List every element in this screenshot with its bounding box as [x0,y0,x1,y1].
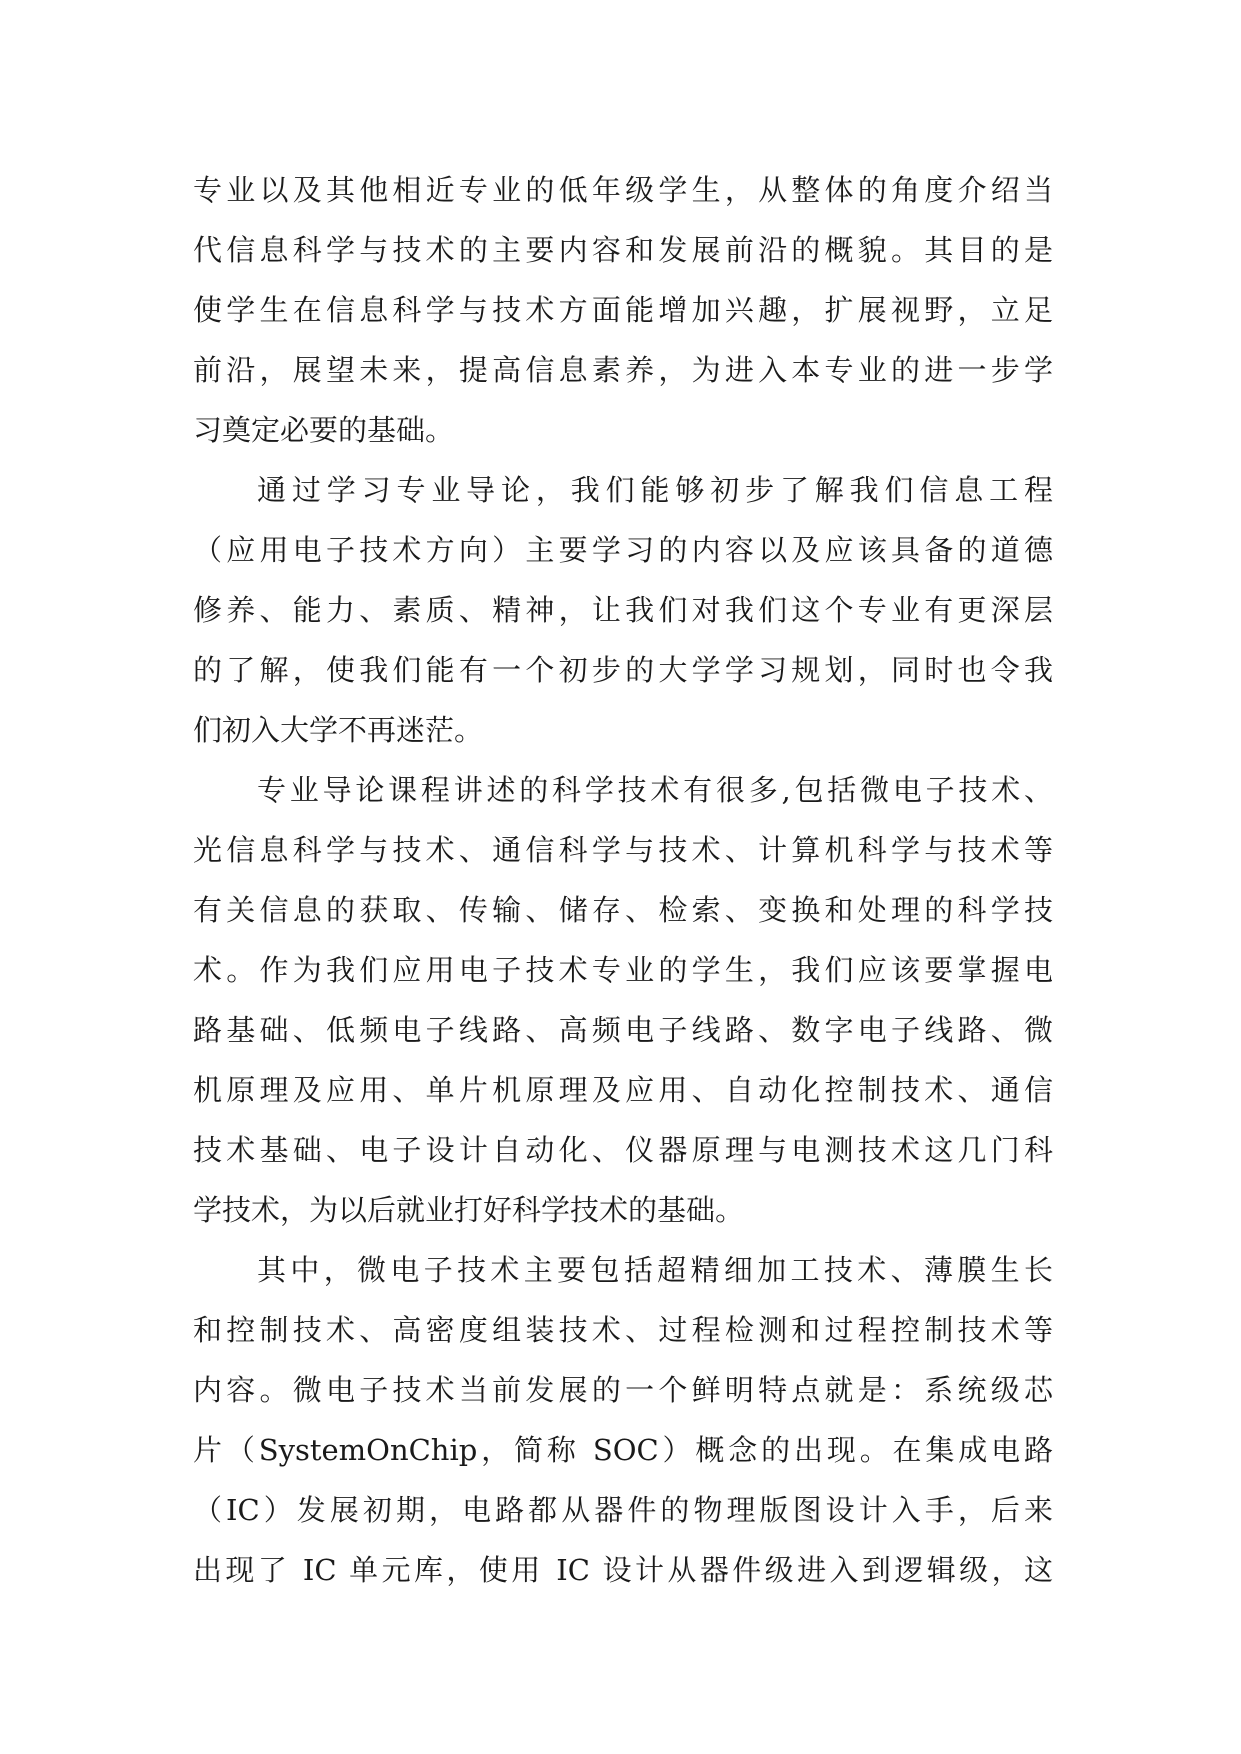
text-line: 光信息科学与技术、通信科学与技术、计算机科学与技术等 [193,833,1053,867]
text-line: 有关信息的获取、传输、储存、检索、变换和处理的科学技 [193,893,1053,927]
text-line: 学技术，为以后就业打好科学技术的基础。 [193,1193,745,1227]
text-line: 和控制技术、高密度组装技术、过程检测和过程控制技术等 [193,1313,1053,1347]
text-line: （IC）发展初期，电路都从器件的物理版图设计入手，后来 [193,1493,1053,1527]
text-line: 修养、能力、素质、精神，让我们对我们这个专业有更深层 [193,593,1053,627]
text-line: 其中，微电子技术主要包括超精细加工技术、薄膜生长 [257,1253,1053,1287]
text-line: 机原理及应用、单片机原理及应用、自动化控制技术、通信 [193,1073,1053,1107]
text-line: 术。作为我们应用电子技术专业的学生，我们应该要掌握电 [193,953,1053,987]
text-line: 前沿，展望未来，提高信息素养，为进入本专业的进一步学 [193,353,1053,387]
text-line: 技术基础、电子设计自动化、仪器原理与电测技术这几门科 [193,1133,1053,1167]
text-line: 的了解，使我们能有一个初步的大学学习规划，同时也令我 [193,653,1053,687]
text-line: 专业导论课程讲述的科学技术有很多,包括微电子技术、 [257,773,1053,807]
text-line: 路基础、低频电子线路、高频电子线路、数字电子线路、微 [193,1013,1053,1047]
text-line: 出现了 IC 单元库，使用 IC 设计从器件级进入到逻辑级，这 [193,1553,1053,1587]
text-line: 们初入大学不再迷茫。 [193,713,484,747]
text-line: 内容。微电子技术当前发展的一个鲜明特点就是：系统级芯 [193,1373,1053,1407]
body-text [193,160,1053,1600]
text-line: 使学生在信息科学与技术方面能增加兴趣，扩展视野，立足 [193,293,1053,327]
text-line: 通过学习专业导论，我们能够初步了解我们信息工程 [257,473,1053,507]
text-line: 代信息科学与技术的主要内容和发展前沿的概貌。其目的是 [193,233,1053,267]
text-line: 习奠定必要的基础。 [193,413,455,447]
text-line: （应用电子技术方向）主要学习的内容以及应该具备的道德 [193,533,1053,567]
text-line: 片（SystemOnChip，简称 SOC）概念的出现。在集成电路 [193,1433,1053,1467]
text-line: 专业以及其他相近专业的低年级学生，从整体的角度介绍当 [193,173,1053,207]
